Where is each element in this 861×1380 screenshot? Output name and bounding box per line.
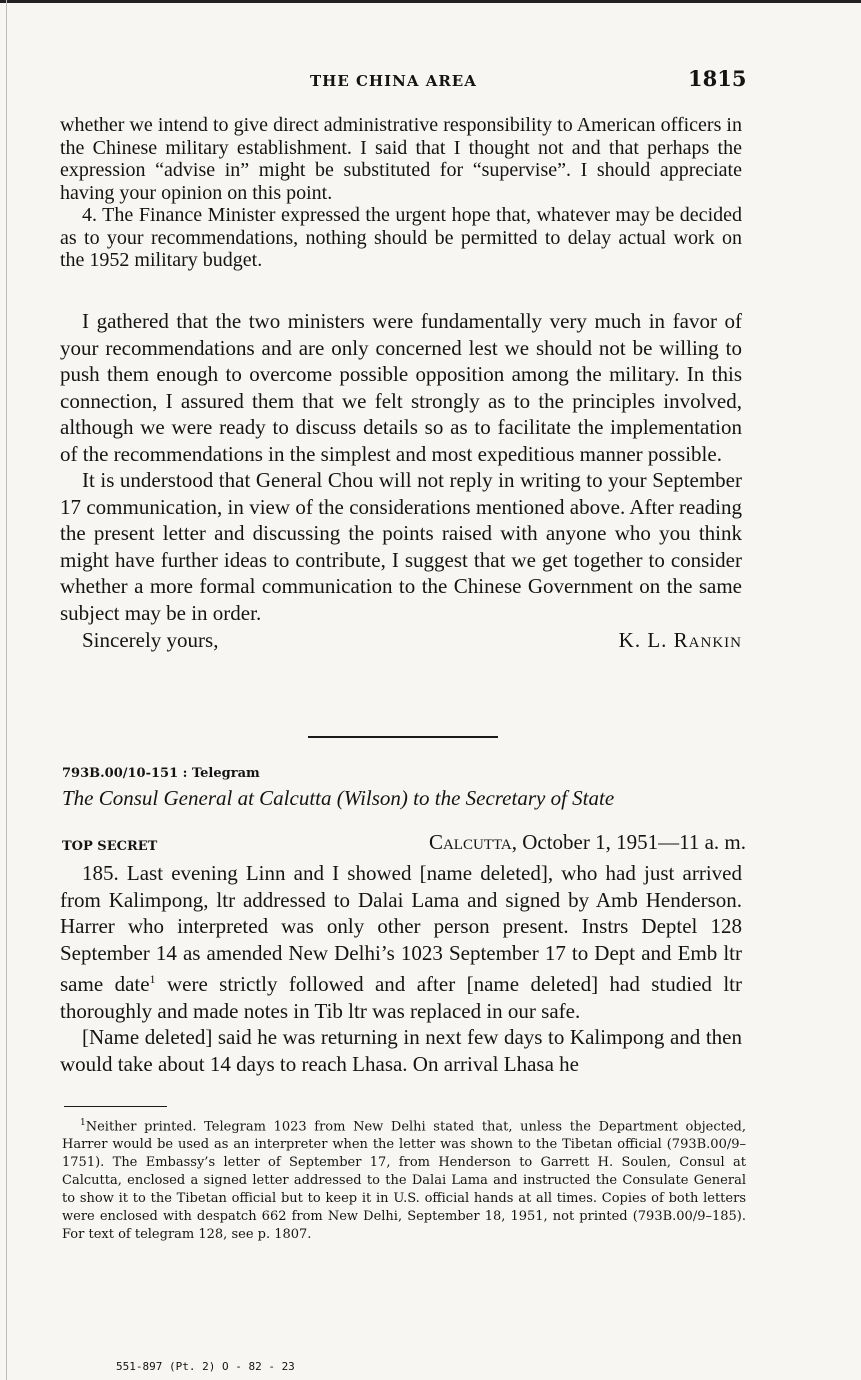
footnote-reference[interactable]: 1 xyxy=(149,972,156,986)
letter-body xyxy=(60,308,742,655)
telegram-text: 185. Last evening Linn and I showed [name deleted], who had just arrived from Kalimpong, ltr addressed to Dalai Lama and signed by Amb Henderson. Harrer who interpreted was only other person present. Instrs Deptel 128 September 14 as amended New Delhi’s 1023 September 17 to Dept and Emb ltr same date xyxy=(60,861,742,996)
running-title: THE CHINA AREA xyxy=(310,72,477,90)
footnote-marker: 1 xyxy=(80,1118,86,1128)
continued-paragraph: whether we intend to give direct administrative responsibility to American officers in the Chinese military establishment. I said that I thought not and that perhaps the expression “advise in” might be substituted for “supervise”. I should appreciate having your opinion on this point. xyxy=(60,114,742,204)
footnote-text: Neither printed. Telegram 1023 from New Delhi stated that, unless the Department objected, Harrer would be used as an interpreter when the letter was shown to the Tibetan official (793B.00/9–1751). The Embassy’s letter of September 17, from Henderson to Garrett H. Soulen, Consul at Calcutta, enclosed a signed letter addressed to the Dalai Lama and instructed the Consulate General to show it to the Tibetan official but to keep it in U.S. official hands at all times. Copies of both letters were enclosed with despatch 662 from New Delhi, September 18, 1951, not printed (793B.00/9–185). For text of telegram 128, see p. 1807. xyxy=(62,1119,746,1243)
continued-letter-text xyxy=(60,114,742,272)
page-header xyxy=(0,66,861,96)
print-code: 551-897 (Pt. 2) O - 82 - 23 xyxy=(116,1360,295,1373)
dateline-place: Calcutta xyxy=(428,830,512,854)
letter-paragraph: I gathered that the two ministers were fundamentally very much in favor of your recommendations and are only concerned lest we should not be willing to push them enough to overcome possible opposition among the military. In this connection, I assured them that we felt strongly as to the principles involved, although we were ready to discuss details so as to facilitate the implementation of the recommendations in the simplest and most expeditious manner possible. xyxy=(60,309,742,466)
page-left-edge xyxy=(6,0,7,1380)
closing-salutation: Sincerely yours, xyxy=(82,628,219,652)
page-top-edge xyxy=(0,0,861,3)
footnote-rule xyxy=(64,1106,167,1107)
signature: K. L. Rankin xyxy=(618,628,742,652)
file-reference: 793B.00/10-151 : Telegram xyxy=(62,766,260,781)
telegram-body xyxy=(60,860,742,1077)
letter-paragraph: It is understood that General Chou will not reply in writing to your September 17 communication, in view of the considerations mentioned above. After reading the present letter and discussing the points raised with anyone who you think might have further ideas to contribute, I suggest that we get together to consider whether a more formal communication to the Chinese Government on the same subject may be in order. xyxy=(60,468,742,625)
telegram-paragraph xyxy=(60,860,742,1024)
telegram-paragraph: [Name deleted] said he was returning in next few days to Kalimpong and then would take about 14 days to reach Lhasa. On arrival Lhasa he xyxy=(60,1025,742,1076)
letter-closing xyxy=(60,627,742,655)
classification-line xyxy=(62,830,746,858)
document-title: The Consul General at Calcutta (Wilson) to the Secretary of State xyxy=(62,786,615,810)
dateline-date: , October 1, 1951—11 a. m. xyxy=(511,830,746,854)
telegram-text: were strictly followed and after [name deleted] had studied ltr thoroughly and made notes in Tib ltr was replaced in our safe. xyxy=(60,972,743,1023)
footnote xyxy=(62,1114,746,1244)
classification-label: TOP SECRET xyxy=(62,839,158,854)
dateline xyxy=(429,830,746,855)
numbered-paragraph-4: 4. The Finance Minister expressed the urgent hope that, whatever may be decided as to your recommendations, nothing should be permitted to delay actual work on the 1952 military budget. xyxy=(60,204,742,271)
section-divider xyxy=(308,736,498,738)
page-number: 1815 xyxy=(688,66,747,91)
